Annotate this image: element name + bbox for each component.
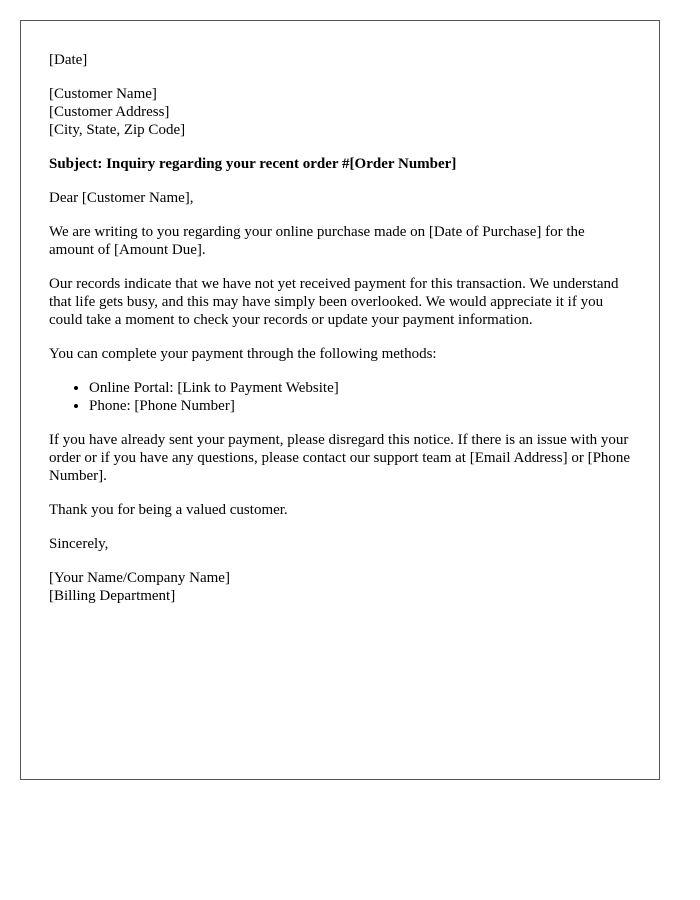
salutation: Dear [Customer Name], bbox=[49, 190, 194, 206]
body-paragraph-thanks: Thank you for being a valued customer. bbox=[49, 502, 288, 518]
closing: Sincerely, bbox=[49, 536, 109, 552]
signature-block bbox=[49, 569, 631, 605]
recipient-address-block bbox=[49, 85, 631, 139]
payment-methods-list bbox=[49, 379, 631, 415]
letter-page bbox=[20, 20, 660, 780]
body-paragraph-methods-intro: You can complete your payment through the following methods: bbox=[49, 346, 437, 362]
body-paragraph-support: If you have already sent your payment, please disregard this notice. If there is an issue with your order or if you have any questions, please contact our support team at [Email Address] or [Phone Number]. bbox=[49, 432, 631, 484]
recipient-address: [Customer Address] bbox=[49, 104, 170, 120]
payment-method-phone: • Phone: [Phone Number] bbox=[89, 397, 631, 415]
recipient-city: [City, State, Zip Code] bbox=[49, 122, 186, 138]
body-paragraph-purchase: We are writing to you regarding your online purchase made on [Date of Purchase] for the amount of [Amount Due]. bbox=[49, 224, 585, 258]
recipient-name: [Customer Name] bbox=[49, 86, 157, 102]
signature-department: [Billing Department] bbox=[49, 588, 176, 604]
payment-method-online-portal: • Online Portal: [Link to Payment Website] bbox=[89, 379, 631, 397]
body-paragraph-records: Our records indicate that we have not yet received payment for this transaction. We understand that life gets busy, and this may have simply been overlooked. We would appreciate it if you could take a moment to check your records or update your payment information. bbox=[49, 276, 619, 328]
letter-subject: Subject: Inquiry regarding your recent order #[Order Number] bbox=[49, 156, 457, 172]
signature-name: [Your Name/Company Name] bbox=[49, 570, 230, 586]
letter-date: [Date] bbox=[49, 52, 88, 68]
